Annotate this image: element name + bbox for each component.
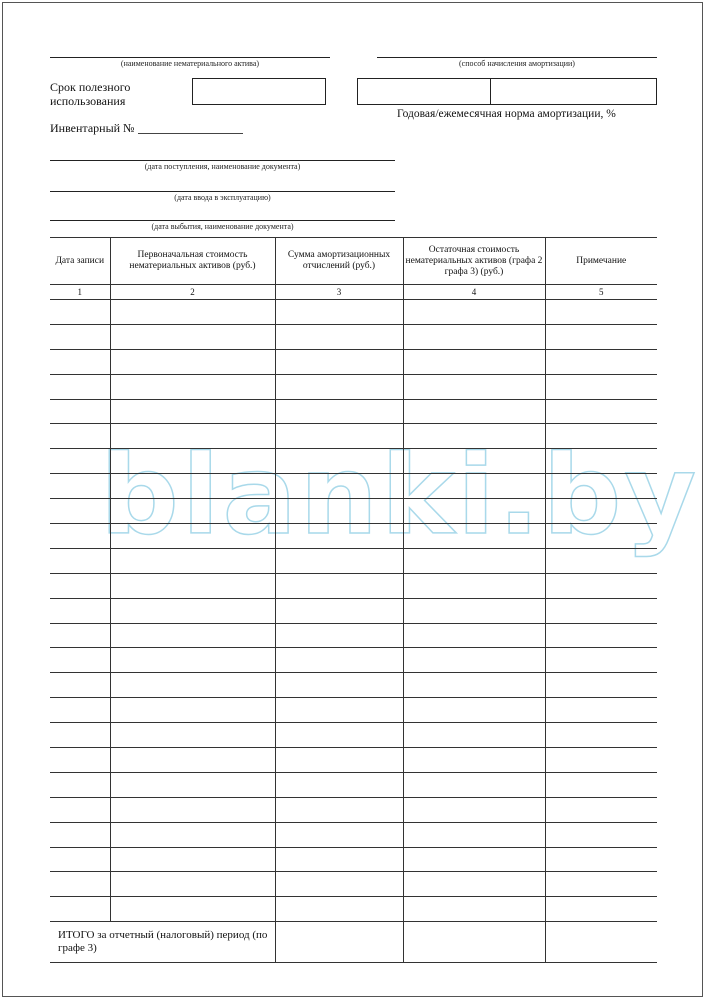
table-cell[interactable] [50, 449, 110, 474]
table-cell[interactable] [50, 424, 110, 449]
table-cell[interactable] [545, 723, 657, 748]
table-cell[interactable] [403, 474, 545, 499]
table-cell[interactable] [403, 349, 545, 374]
commissioning-caption: (дата ввода в эксплуатацию) [174, 193, 271, 202]
useful-life-field[interactable] [192, 78, 326, 105]
table-cell[interactable] [110, 797, 275, 822]
table-row [50, 399, 657, 424]
inventory-number-field[interactable] [138, 133, 243, 134]
table-cell[interactable] [110, 424, 275, 449]
column-number: 5 [545, 285, 657, 300]
table-row [50, 424, 657, 449]
table-cell[interactable] [275, 324, 403, 349]
table-cell[interactable] [403, 623, 545, 648]
table-cell[interactable] [275, 623, 403, 648]
table-cell[interactable] [275, 474, 403, 499]
table-cell[interactable] [275, 573, 403, 598]
table-cell[interactable] [110, 474, 275, 499]
table-cell[interactable] [403, 399, 545, 424]
table-cell[interactable] [403, 524, 545, 549]
amortization-method-line[interactable] [377, 57, 657, 58]
table-cell[interactable] [275, 723, 403, 748]
table-row [50, 474, 657, 499]
receipt-line[interactable] [50, 160, 395, 161]
column-number: 3 [275, 285, 403, 300]
amortization-rate-label: Годовая/ежемесячная норма амортизации, % [397, 108, 616, 120]
table-cell[interactable] [50, 374, 110, 399]
table-cell[interactable] [275, 399, 403, 424]
table-row [50, 324, 657, 349]
table-cell[interactable] [50, 324, 110, 349]
table-cell[interactable] [110, 897, 275, 922]
table-cell[interactable] [50, 349, 110, 374]
table-cell[interactable] [403, 424, 545, 449]
table-cell[interactable] [110, 324, 275, 349]
table-cell[interactable] [110, 673, 275, 698]
table-cell[interactable] [545, 548, 657, 573]
table-cell[interactable] [110, 374, 275, 399]
table-cell[interactable] [110, 648, 275, 673]
watermark: blanki.by [100, 431, 700, 559]
total-empty-cell [403, 922, 545, 963]
table-cell[interactable] [50, 474, 110, 499]
total-empty-cell [545, 922, 657, 963]
table-cell[interactable] [50, 598, 110, 623]
table-cell[interactable] [545, 847, 657, 872]
table-cell[interactable] [275, 524, 403, 549]
table-cell[interactable] [545, 872, 657, 897]
asset-name-caption: (наименование нематериального актива) [120, 59, 260, 68]
table-cell[interactable] [50, 847, 110, 872]
table-cell[interactable] [403, 598, 545, 623]
table-cell[interactable] [275, 797, 403, 822]
table-cell[interactable] [403, 872, 545, 897]
table-cell[interactable] [50, 723, 110, 748]
table-cell[interactable] [110, 573, 275, 598]
table-cell[interactable] [545, 374, 657, 399]
table-cell[interactable] [545, 399, 657, 424]
table-cell[interactable] [545, 748, 657, 773]
table-cell[interactable] [275, 822, 403, 847]
table-cell[interactable] [545, 598, 657, 623]
table-cell[interactable] [545, 573, 657, 598]
table-cell[interactable] [275, 847, 403, 872]
table-cell[interactable] [545, 797, 657, 822]
table-cell[interactable] [110, 349, 275, 374]
table-row [50, 648, 657, 673]
table-cell[interactable] [275, 698, 403, 723]
table-cell[interactable] [403, 300, 545, 325]
table-cell[interactable] [275, 548, 403, 573]
table-cell[interactable] [403, 698, 545, 723]
disposal-caption: (дата выбытия, наименование документа) [151, 222, 294, 231]
column-header-date: Дата записи [50, 238, 110, 285]
table-cell[interactable] [50, 772, 110, 797]
table-cell[interactable] [545, 648, 657, 673]
column-number: 4 [403, 285, 545, 300]
table-cell[interactable] [403, 847, 545, 872]
table-cell[interactable] [545, 449, 657, 474]
table-row [50, 499, 657, 524]
table-cell[interactable] [545, 897, 657, 922]
table-cell[interactable] [110, 598, 275, 623]
column-header-residual-value: Остаточная стоимость нематериальных активов (графа 2 графа 3) (руб.) [403, 238, 545, 285]
table-cell[interactable] [275, 499, 403, 524]
table-row [50, 623, 657, 648]
table-cell[interactable] [545, 324, 657, 349]
table-cell[interactable] [50, 623, 110, 648]
table-row [50, 524, 657, 549]
table-cell[interactable] [110, 548, 275, 573]
table-cell[interactable] [545, 673, 657, 698]
receipt-caption: (дата поступления, наименование документа) [144, 162, 301, 171]
table-cell[interactable] [403, 499, 545, 524]
column-header-note: Примечание [545, 238, 657, 285]
table-cell[interactable] [275, 897, 403, 922]
table-row [50, 872, 657, 897]
table-cell[interactable] [545, 698, 657, 723]
table-cell[interactable] [403, 374, 545, 399]
table-cell[interactable] [110, 772, 275, 797]
table-row [50, 822, 657, 847]
disposal-line[interactable] [50, 220, 395, 221]
table-cell[interactable] [403, 673, 545, 698]
table-row [50, 349, 657, 374]
table-cell[interactable] [50, 499, 110, 524]
amortization-method-caption: (способ начисления амортизации) [459, 59, 575, 68]
table-cell[interactable] [545, 300, 657, 325]
table-cell[interactable] [275, 424, 403, 449]
table-cell[interactable] [403, 449, 545, 474]
table-row [50, 548, 657, 573]
table-cell[interactable] [403, 897, 545, 922]
table-cell[interactable] [110, 872, 275, 897]
table-cell[interactable] [545, 349, 657, 374]
table-cell[interactable] [403, 548, 545, 573]
table-cell[interactable] [275, 598, 403, 623]
table-cell[interactable] [545, 424, 657, 449]
inventory-number-label: Инвентарный № [50, 121, 135, 135]
table-cell[interactable] [545, 623, 657, 648]
table-cell[interactable] [110, 623, 275, 648]
table-row [50, 772, 657, 797]
table-row [50, 374, 657, 399]
table-row [50, 847, 657, 872]
table-cell[interactable] [110, 698, 275, 723]
ledger-table [50, 237, 700, 963]
table-cell[interactable] [275, 449, 403, 474]
table-row [50, 723, 657, 748]
table-cell[interactable] [403, 648, 545, 673]
table-row [50, 300, 657, 325]
table-row [50, 748, 657, 773]
table-row [50, 673, 657, 698]
table-cell[interactable] [275, 374, 403, 399]
commissioning-line[interactable] [50, 191, 395, 192]
table-cell[interactable] [50, 822, 110, 847]
table-cell[interactable] [110, 822, 275, 847]
table-cell[interactable] [50, 399, 110, 424]
table-cell[interactable] [50, 673, 110, 698]
table-cell[interactable] [50, 648, 110, 673]
table-cell[interactable] [110, 723, 275, 748]
table-cell[interactable] [545, 524, 657, 549]
table-row [50, 698, 657, 723]
table-cell[interactable] [50, 300, 110, 325]
table-cell[interactable] [545, 772, 657, 797]
table-cell[interactable] [403, 573, 545, 598]
table-cell[interactable] [275, 772, 403, 797]
table-row [50, 797, 657, 822]
column-number: 2 [110, 285, 275, 300]
table-cell[interactable] [50, 698, 110, 723]
total-label: ИТОГО за отчетный (налоговый) период (по графе 3) [50, 922, 275, 963]
table-cell[interactable] [275, 349, 403, 374]
table-cell[interactable] [50, 573, 110, 598]
table-cell[interactable] [275, 300, 403, 325]
table-row [50, 573, 657, 598]
table-cell[interactable] [50, 897, 110, 922]
amortization-rate-divider [490, 79, 491, 104]
table-cell[interactable] [403, 748, 545, 773]
table-cell[interactable] [110, 524, 275, 549]
table-cell[interactable] [110, 449, 275, 474]
table-row [50, 449, 657, 474]
table-cell[interactable] [110, 499, 275, 524]
table-cell[interactable] [403, 324, 545, 349]
table-cell[interactable] [275, 872, 403, 897]
table-cell[interactable] [545, 822, 657, 847]
column-header-amortization-sum: Сумма амортизационных отчислений (руб.) [275, 238, 403, 285]
table-cell[interactable] [403, 723, 545, 748]
table-cell[interactable] [110, 399, 275, 424]
table-cell[interactable] [50, 548, 110, 573]
table-cell[interactable] [545, 474, 657, 499]
table-cell[interactable] [110, 847, 275, 872]
table-cell[interactable] [403, 822, 545, 847]
table-cell[interactable] [275, 673, 403, 698]
table-row [50, 897, 657, 922]
table-row [50, 598, 657, 623]
column-header-initial-cost: Первоначальная стоимость нематериальных активов (руб.) [110, 238, 275, 285]
table-cell[interactable] [403, 772, 545, 797]
table-cell[interactable] [50, 872, 110, 897]
table-cell[interactable] [110, 300, 275, 325]
column-number: 1 [50, 285, 110, 300]
table-cell[interactable] [275, 748, 403, 773]
table-cell[interactable] [275, 648, 403, 673]
table-cell[interactable] [545, 499, 657, 524]
table-cell[interactable] [110, 748, 275, 773]
total-amortization-cell[interactable] [275, 922, 403, 963]
table-cell[interactable] [50, 524, 110, 549]
table-cell[interactable] [50, 748, 110, 773]
table-cell[interactable] [403, 797, 545, 822]
useful-life-label: Срок полезного использования [50, 80, 131, 108]
amortization-rate-field[interactable] [357, 78, 657, 105]
table-cell[interactable] [50, 797, 110, 822]
asset-name-line[interactable] [50, 57, 330, 58]
